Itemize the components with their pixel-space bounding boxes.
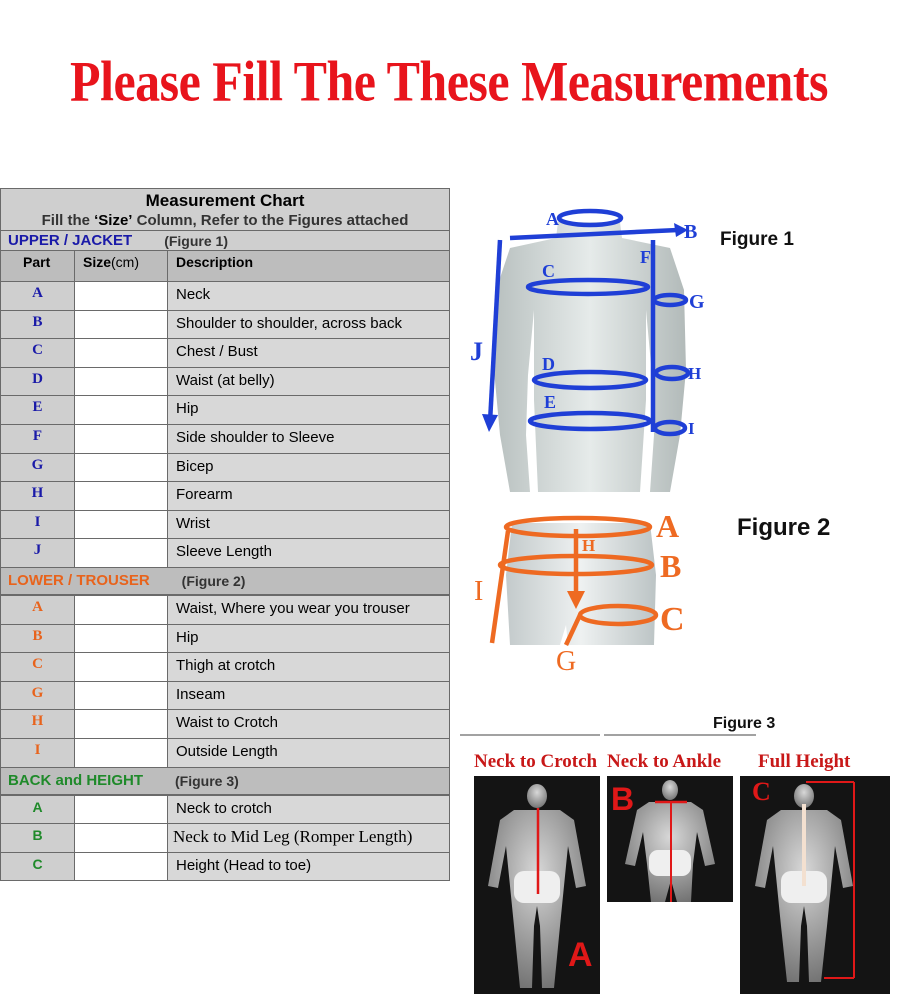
section-name: UPPER / JACKET <box>8 232 133 249</box>
size-input-cell[interactable] <box>75 824 168 852</box>
chart-title: Measurement Chart <box>145 191 305 210</box>
panel-caption-neck-to-crotch: Neck to Crotch <box>474 751 598 772</box>
back-figure-a <box>474 776 600 994</box>
table-row <box>1 823 449 852</box>
size-input-cell[interactable] <box>75 710 168 738</box>
section-name: BACK and HEIGHT <box>8 772 143 789</box>
torso-mannequin <box>494 222 686 492</box>
measurement-description: Outside Length <box>168 739 449 767</box>
section-figure-ref: (Figure 3) <box>175 772 239 789</box>
figure-3-rule <box>460 733 760 737</box>
measurement-description: Side shoulder to Sleeve <box>168 425 449 453</box>
measurement-description: Hip <box>168 625 449 653</box>
back-figure-c <box>740 776 890 994</box>
panel-neck-to-ankle <box>607 776 733 902</box>
letter-j: J <box>470 337 483 366</box>
figure-2-hip-diagram <box>470 505 710 675</box>
instruction-text-start: Fill the <box>41 212 95 229</box>
table-row <box>1 338 449 367</box>
part-letter: G <box>1 454 75 482</box>
column-header-description: Description <box>176 254 254 270</box>
measurement-description: Chest / Bust <box>168 339 449 367</box>
column-header-part: Part <box>1 251 75 281</box>
part-letter: C <box>1 339 75 367</box>
size-input-cell[interactable] <box>75 625 168 653</box>
table-row <box>1 624 449 653</box>
section-figure-ref: (Figure 2) <box>181 572 246 589</box>
panel-letter-b: B <box>611 781 635 817</box>
section-header <box>1 231 449 250</box>
size-input-cell[interactable] <box>75 282 168 310</box>
size-label: Size <box>83 254 112 270</box>
column-headers <box>1 250 449 281</box>
table-row <box>1 510 449 539</box>
table-row <box>1 681 449 710</box>
letter-g: G <box>689 291 705 313</box>
table-row <box>1 481 449 510</box>
table-row <box>1 453 449 482</box>
part-letter: H <box>1 710 75 738</box>
size-input-cell[interactable] <box>75 311 168 339</box>
measurement-description: Shoulder to shoulder, across back <box>168 311 449 339</box>
letter-g: G <box>556 646 577 675</box>
size-input-cell[interactable] <box>75 482 168 510</box>
letter-b: B <box>684 221 698 243</box>
part-letter: B <box>1 311 75 339</box>
panel-letter-c: C <box>752 777 771 806</box>
letter-a: A <box>656 508 680 544</box>
neck-ring-a <box>559 211 621 225</box>
chart-sections <box>1 231 449 880</box>
measurement-description: Thigh at crotch <box>168 653 449 681</box>
measurement-description: Forearm <box>168 482 449 510</box>
part-letter: A <box>1 796 75 824</box>
letter-i: I <box>474 576 484 607</box>
size-input-cell[interactable] <box>75 853 168 881</box>
part-letter: B <box>1 625 75 653</box>
instruction-size-emphasis: ‘Size’ <box>94 212 133 229</box>
chart-instruction <box>1 211 449 230</box>
table-row <box>1 795 449 824</box>
table-row <box>1 424 449 453</box>
part-letter: B <box>1 824 75 852</box>
letter-i: I <box>688 419 695 438</box>
part-letter: E <box>1 396 75 424</box>
size-input-cell[interactable] <box>75 596 168 624</box>
size-input-cell[interactable] <box>75 653 168 681</box>
measurement-description: Bicep <box>168 454 449 482</box>
size-input-cell[interactable] <box>75 539 168 567</box>
letter-h: H <box>582 536 596 555</box>
size-input-cell[interactable] <box>75 454 168 482</box>
part-letter: I <box>1 511 75 539</box>
table-row <box>1 709 449 738</box>
measurement-description: Waist (at belly) <box>168 368 449 396</box>
measurement-description: Sleeve Length <box>168 539 449 567</box>
figure-1-label: Figure 1 <box>720 229 794 250</box>
measurement-description: Waist to Crotch <box>168 710 449 738</box>
part-letter: C <box>1 853 75 881</box>
measurement-description: Neck <box>168 282 449 310</box>
table-row <box>1 652 449 681</box>
measurement-description: Waist, Where you wear you trouser <box>168 596 449 624</box>
measurement-description: Neck to crotch <box>168 796 449 824</box>
size-input-cell[interactable] <box>75 396 168 424</box>
j-arrowhead <box>482 414 498 432</box>
section-name: LOWER / TROUSER <box>8 572 150 590</box>
section-figure-ref: (Figure 1) <box>164 232 228 249</box>
table-row <box>1 281 449 310</box>
letter-h: H <box>688 364 702 383</box>
letter-c: C <box>542 261 555 281</box>
letter-f: F <box>640 247 651 267</box>
panel-full-height <box>740 776 890 994</box>
panel-caption-full-height: Full Height <box>758 751 851 772</box>
table-row <box>1 395 449 424</box>
letter-a: A <box>546 209 559 229</box>
part-letter: C <box>1 653 75 681</box>
letter-c: C <box>660 601 685 638</box>
measurement-description: Inseam <box>168 682 449 710</box>
page-headline: Please Fill The These Measurements <box>70 48 828 114</box>
table-row <box>1 852 449 881</box>
table-row <box>1 310 449 339</box>
section-header <box>1 767 449 795</box>
panel-caption-neck-to-ankle: Neck to Ankle <box>607 751 721 772</box>
part-letter: F <box>1 425 75 453</box>
measurement-description: Wrist <box>168 511 449 539</box>
size-input-cell[interactable] <box>75 339 168 367</box>
size-input-cell[interactable] <box>75 425 168 453</box>
size-input-cell[interactable] <box>75 739 168 767</box>
measurement-description: Height (Head to toe) <box>168 853 449 881</box>
hip-mannequin <box>506 523 656 645</box>
instruction-text-end: Column, Refer to the Figures attached <box>132 212 409 229</box>
panel-letter-a: A <box>568 936 593 974</box>
size-input-cell[interactable] <box>75 511 168 539</box>
table-row <box>1 595 449 624</box>
part-letter: I <box>1 739 75 767</box>
letter-b: B <box>660 548 682 584</box>
panel-neck-to-crotch <box>474 776 600 994</box>
table-row <box>1 538 449 567</box>
letter-d: D <box>542 354 555 374</box>
part-letter: A <box>1 282 75 310</box>
part-letter: J <box>1 539 75 567</box>
figure-2-label: Figure 2 <box>737 514 831 541</box>
size-input-cell[interactable] <box>75 796 168 824</box>
part-letter: G <box>1 682 75 710</box>
size-unit: (cm) <box>111 254 140 270</box>
part-letter: H <box>1 482 75 510</box>
size-input-cell[interactable] <box>75 682 168 710</box>
measurement-chart <box>0 188 450 881</box>
part-letter: A <box>1 596 75 624</box>
table-row <box>1 738 449 767</box>
figure-1-torso-diagram <box>470 200 720 500</box>
column-header-size <box>75 251 168 281</box>
size-input-cell[interactable] <box>75 368 168 396</box>
section-header <box>1 567 449 595</box>
letter-e: E <box>544 392 557 412</box>
outside-length-line-i <box>492 531 508 643</box>
chart-header <box>1 189 449 231</box>
measurement-description: Hip <box>168 396 449 424</box>
back-figure-b <box>607 776 733 902</box>
measurement-description: Neck to Mid Leg (Romper Length) <box>168 824 449 852</box>
table-row <box>1 367 449 396</box>
figure-3-label: Figure 3 <box>713 715 776 732</box>
part-letter: D <box>1 368 75 396</box>
